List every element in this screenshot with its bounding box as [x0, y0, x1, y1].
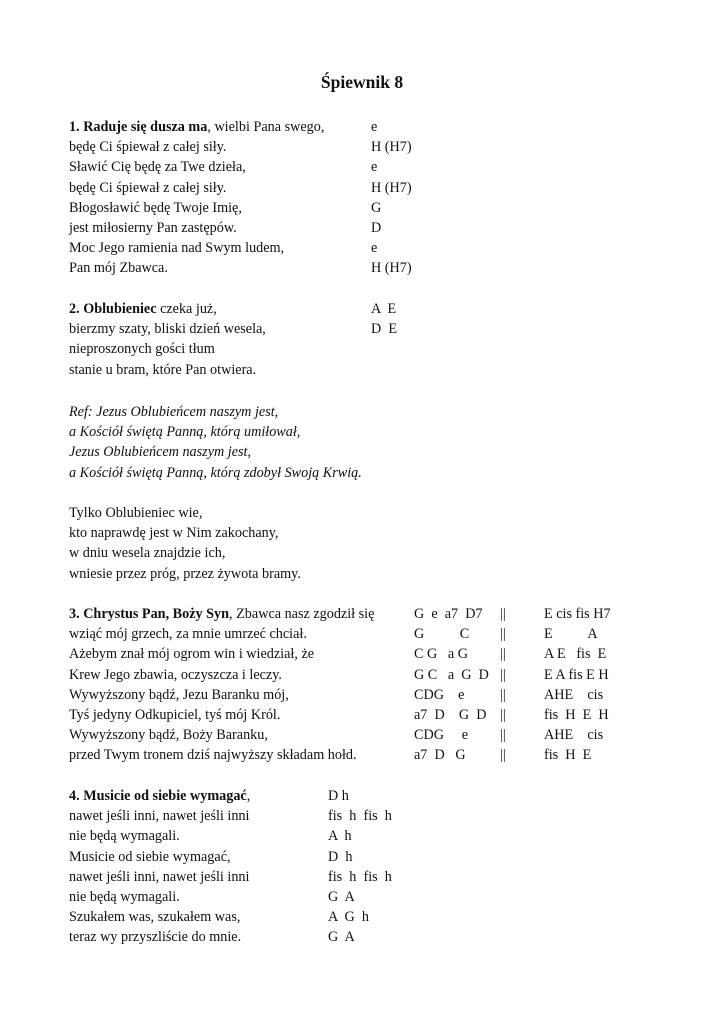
song1-line [69, 238, 284, 258]
page-title: Śpiewnik 8 [320, 72, 404, 92]
refrain-line: Jezus Oblubieńcem naszym jest, [69, 444, 252, 461]
song4-chords: G A [328, 889, 355, 905]
lyric-text: , Zbawca nasz zgodził się [229, 606, 375, 622]
song1-line [69, 258, 168, 278]
lyric-text: , [246, 788, 251, 804]
chord-separator: || [500, 707, 506, 723]
song4-line [69, 826, 180, 846]
song3-chords-primary: G e a7 D7 [414, 606, 483, 622]
song2-line [69, 339, 215, 359]
song3-chords-alternate: A E fis E [544, 646, 607, 663]
song3-chords-primary: a7 D G [414, 747, 466, 764]
song2-verse2-line: kto naprawdę jest w Nim zakochany, [69, 525, 279, 542]
song3-line [69, 725, 268, 745]
chord-separator: || [500, 727, 506, 744]
lyric-text: będę Ci śpiewał z całej siły. [69, 139, 227, 156]
song3-chords-primary: CDG e [414, 727, 468, 744]
song2-verse2-line: w dniu wesela znajdzie ich, [69, 545, 226, 562]
song3-line [69, 745, 357, 765]
song1-chords: G [371, 199, 382, 216]
lyric-text: czeka już, [156, 301, 217, 317]
song3-chords-primary: G C [414, 626, 470, 643]
song4-chords: fis h fis h [328, 868, 392, 885]
song3-chords-alternate: AHE cis [544, 727, 604, 744]
song3-chords-alternate: E A fis E H [544, 666, 609, 683]
refrain-line: Ref: Jezus Oblubieńcem naszym jest, [69, 404, 279, 420]
song2-line [69, 360, 256, 380]
song4-chords: D h [328, 848, 353, 865]
song2-verse2-line: Tylko Oblubieniec wie, [69, 505, 203, 521]
lyric-text: Ażebym znał mój ogrom win i wiedział, że [69, 646, 315, 663]
lyric-text: wziąć mój grzech, za mnie umrzeć chciał. [69, 626, 307, 643]
song2-verse2-line: wniesie przez próg, przez żywota bramy. [69, 565, 301, 582]
song2-line [69, 319, 266, 339]
chord-separator: || [500, 646, 506, 663]
song1-line [69, 178, 226, 198]
song-heading: 2. Oblubieniec [69, 301, 157, 317]
song2-chords: D E [371, 321, 398, 338]
song4-line [69, 867, 249, 887]
song-heading: 3. Chrystus Pan, Boży Syn [69, 606, 230, 622]
song4-line [69, 887, 180, 907]
lyric-text: Moc Jego ramienia nad Swym ludem, [69, 240, 285, 257]
lyric-text: , wielbi Pana swego, [207, 119, 325, 135]
song1-chords: e [371, 159, 378, 176]
song2-line [69, 299, 217, 319]
song1-line [69, 198, 242, 218]
chord-separator: || [500, 606, 506, 622]
lyric-text: stanie u bram, które Pan otwiera. [69, 361, 257, 378]
song-heading: 4. Musicie od siebie wymagać [69, 788, 247, 804]
song4-chords: A h [328, 828, 352, 845]
chord-separator: || [500, 747, 506, 764]
song1-line [69, 157, 246, 177]
song3-chords-primary: G C a G D [414, 666, 489, 683]
lyric-text: jest miłosierny Pan zastępów. [69, 220, 237, 236]
lyric-text: Krew Jego zbawia, oczyszcza i leczy. [69, 666, 282, 683]
song-heading: 1. Raduje się dusza ma [69, 119, 208, 135]
lyric-text: nie będą wymagali. [69, 828, 180, 845]
song1-chords: e [371, 119, 378, 135]
lyric-text: Błogosławić będę Twoje Imię, [69, 199, 242, 216]
song3-chords-alternate: E cis fis H7 [544, 606, 611, 622]
lyric-text: bierzmy szaty, bliski dzień wesela, [69, 321, 266, 338]
song4-line [69, 786, 250, 806]
refrain-line: a Kościół świętą Panną, którą zdobył Swoją Krwią. [69, 464, 362, 481]
song4-line [69, 847, 231, 867]
song1-chords: D [371, 220, 382, 236]
lyric-text: Musicie od siebie wymagać, [69, 848, 231, 865]
song4-chords: fis h fis h [328, 808, 392, 825]
song3-line [69, 644, 314, 664]
song4-line [69, 907, 240, 927]
song2-chords: A E [371, 301, 397, 317]
song1-line [69, 117, 324, 137]
song1-chords: H (H7) [371, 139, 412, 156]
chord-separator: || [500, 626, 506, 643]
song3-line [69, 685, 289, 705]
song3-chords-alternate: fis H E H [544, 707, 609, 723]
song1-chords: H (H7) [371, 260, 412, 277]
song1-chords: e [371, 240, 378, 257]
song4-line [69, 806, 249, 826]
song4-chords: G A [328, 929, 355, 946]
lyric-text: nawet jeśli inni, nawet jeśli inni [69, 868, 250, 885]
lyric-text: nieproszonych gości tłum [69, 341, 215, 358]
lyric-text: nawet jeśli inni, nawet jeśli inni [69, 808, 250, 825]
song4-chords: D h [328, 788, 349, 804]
song3-line [69, 604, 374, 624]
lyric-text: będę Ci śpiewał z całej siły. [69, 179, 227, 196]
lyric-text: Wywyższony bądź, Jezu Baranku mój, [69, 686, 289, 703]
lyric-text: Sławić Cię będę za Twe dzieła, [69, 159, 246, 176]
chord-separator: || [500, 686, 506, 703]
song3-chords-primary: a7 D G D [414, 707, 487, 723]
song4-line [69, 927, 241, 947]
song4-chords: A G h [328, 909, 369, 926]
chord-separator: || [500, 666, 506, 683]
song3-line [69, 705, 280, 725]
song1-line [69, 137, 226, 157]
lyric-text: przed Twym tronem dziś najwyższy składam hołd. [69, 747, 357, 764]
lyric-text: Pan mój Zbawca. [69, 260, 168, 277]
lyric-text: Szukałem was, szukałem was, [69, 909, 241, 926]
lyric-text: nie będą wymagali. [69, 889, 180, 905]
song3-chords-primary: C G a G [414, 646, 468, 663]
lyric-text: Wywyższony bądź, Boży Baranku, [69, 727, 268, 744]
song1-line [69, 218, 237, 238]
lyric-text: teraz wy przyszliście do mnie. [69, 929, 242, 946]
song3-chords-alternate: E A [544, 626, 598, 643]
song3-chords-alternate: fis H E [544, 747, 592, 764]
lyric-text: Tyś jedyny Odkupiciel, tyś mój Król. [69, 707, 281, 723]
song3-chords-primary: CDG e [414, 686, 465, 703]
refrain-line: a Kościół świętą Panną, którą umiłował, [69, 424, 301, 441]
song3-chords-alternate: AHE cis [544, 686, 604, 703]
song1-chords: H (H7) [371, 179, 412, 196]
song3-line [69, 665, 282, 685]
song3-line [69, 624, 307, 644]
